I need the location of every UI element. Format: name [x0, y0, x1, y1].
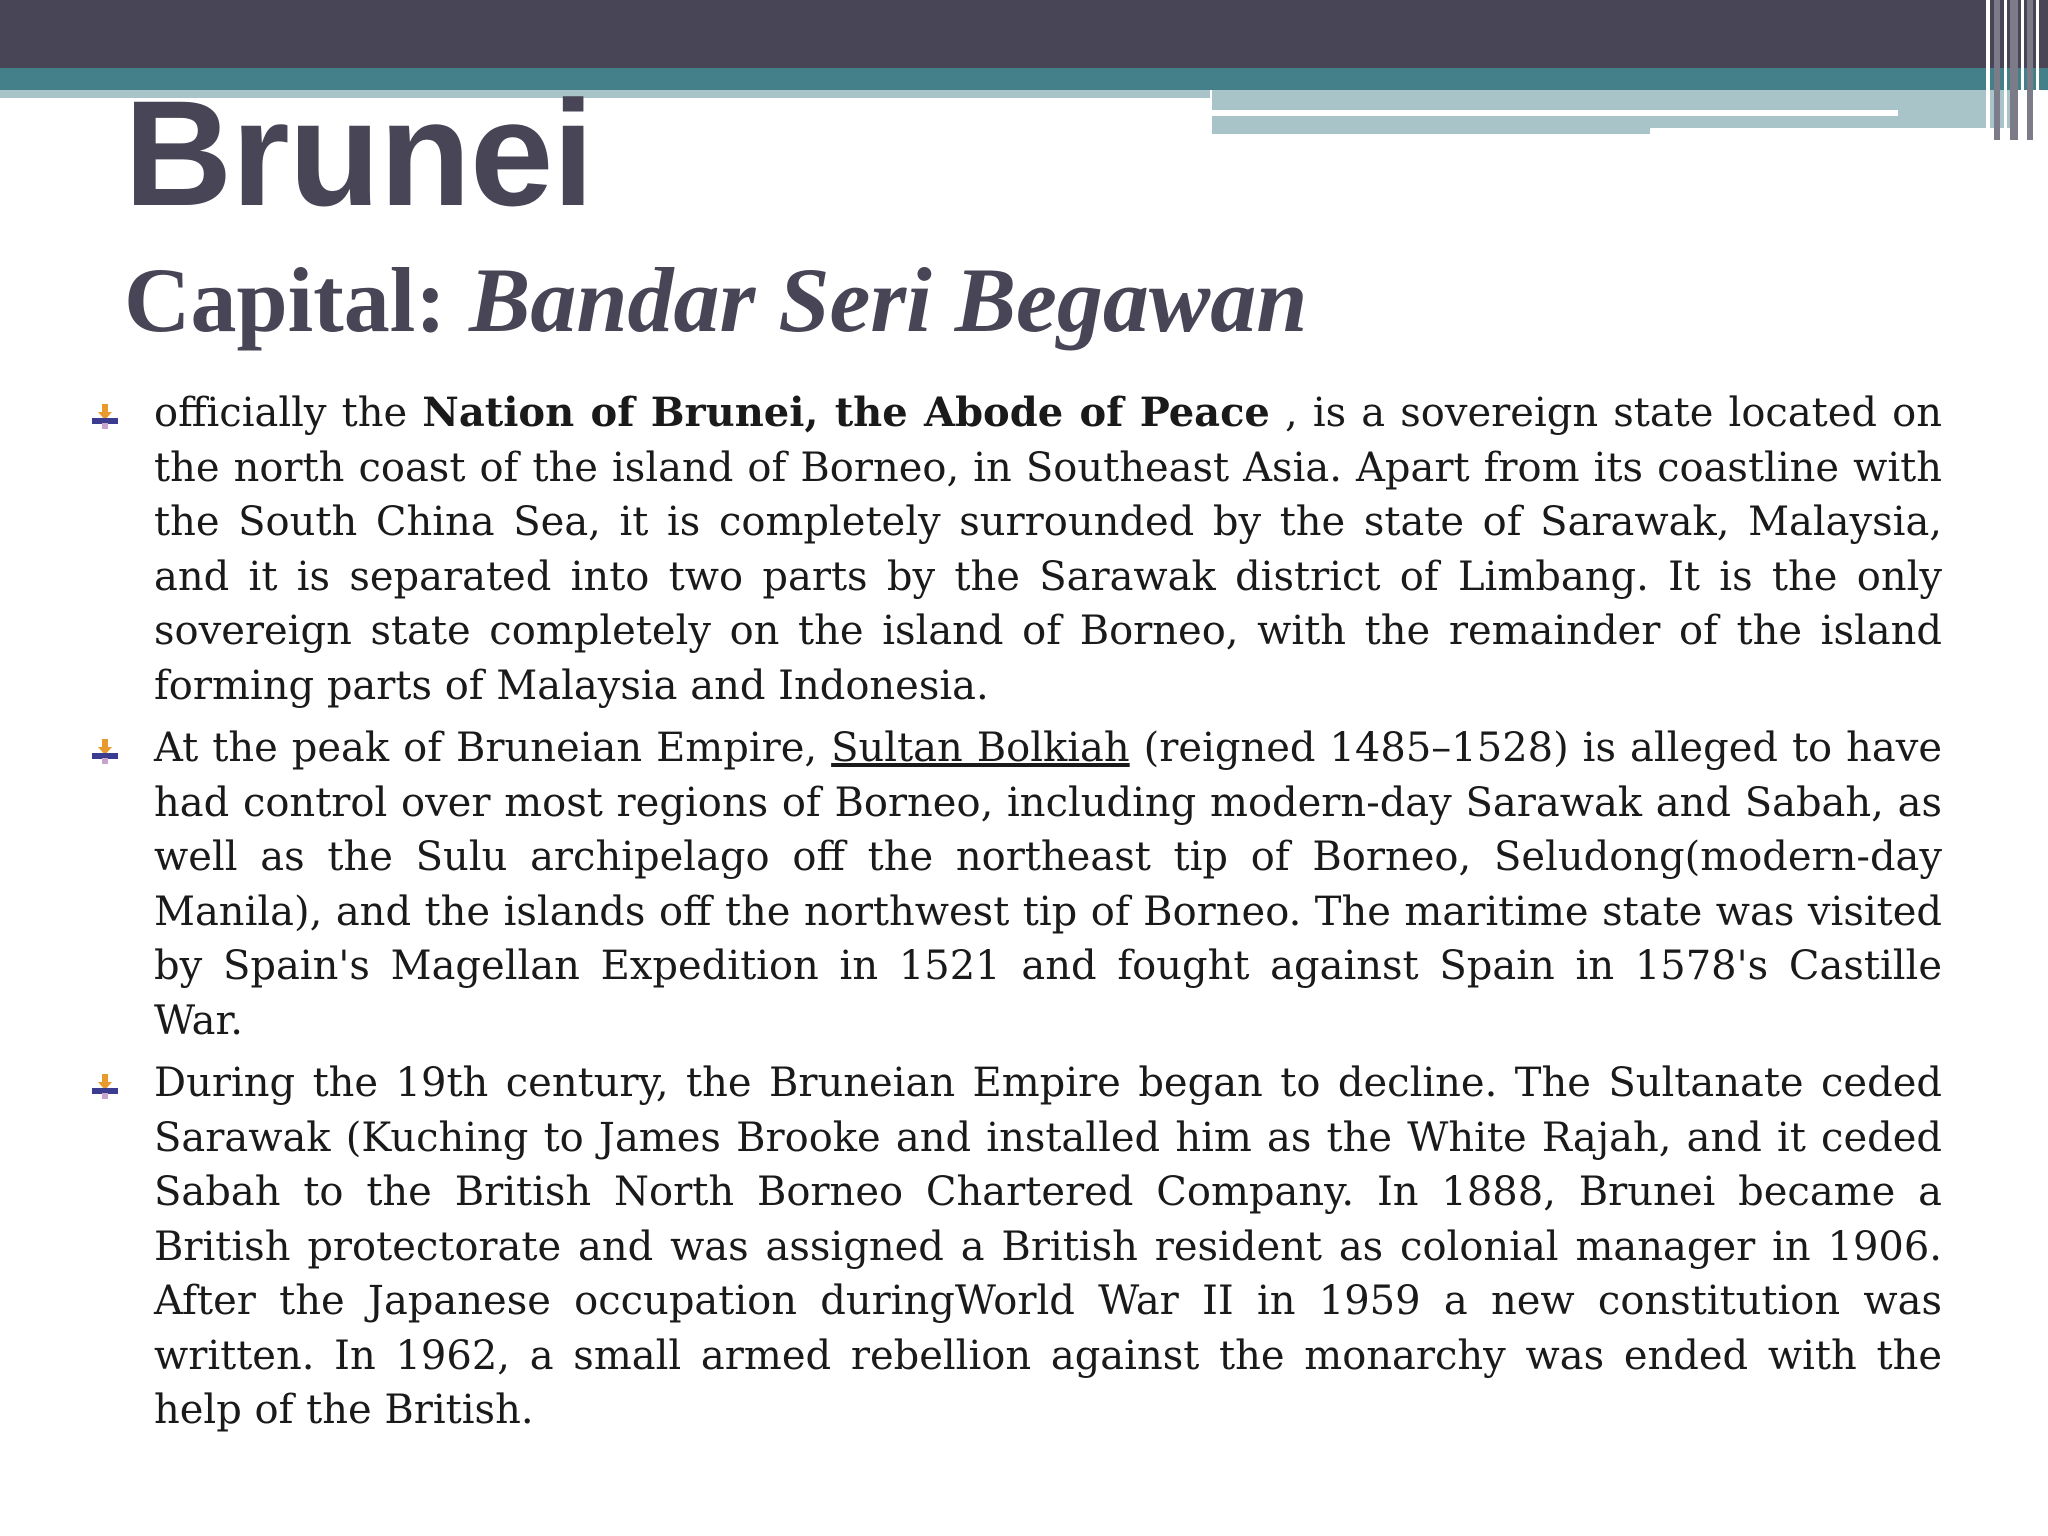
capital-label: Capital:	[124, 249, 446, 351]
header-edge-stripe	[2004, 0, 2007, 140]
bullet-item	[84, 386, 1942, 713]
header-dark-band	[0, 0, 2048, 68]
header-edge-stripe	[2027, 0, 2033, 140]
header-right-line-lower	[1650, 128, 2010, 140]
slide-body	[84, 386, 1942, 1446]
official-name: Nation of Brunei, the Abode of Peace	[422, 389, 1270, 436]
header-edge-stripe	[1986, 0, 1990, 140]
capital-value: Bandar Seri Begawan	[469, 249, 1308, 351]
bullet-text: , is a sovereign state located on the north coast of the island of Borneo, in Southeast Asia. Apart from its coastline with the South China Sea, it is completely surrounded by the state of Sarawak, Malaysia, and it is separated into two parts by the Sarawak district of Limbang. It is the only sovereign state completely on the island of Borneo, with the remainder of the island forming parts of Malaysia and Indonesia.	[154, 390, 1942, 709]
plus-arrow-bullet-icon	[90, 1071, 120, 1101]
header-edge-stripe	[2010, 0, 2018, 140]
sultan-bolkiah-link[interactable]: Sultan Bolkiah	[831, 725, 1130, 771]
slide-subtitle	[124, 250, 1307, 351]
header-edge-stripe	[1994, 0, 2000, 140]
bullet-item	[84, 1056, 1942, 1438]
bullet-item	[84, 721, 1942, 1048]
header-right-line	[1212, 110, 1898, 116]
bullet-text: officially the	[154, 390, 423, 436]
bullet-text: At the peak of Bruneian Empire,	[154, 725, 832, 771]
bullet-text: (reigned 1485–1528) is alleged to have had control over most regions of Borneo, including modern-day Sarawak and Sabah, as well as the Sulu archipelago off the northeast tip of Borneo, Seludong(modern-day Manila), and the islands off the northwest tip of Borneo. The maritime state was visited by Spain's Magellan Expedition in 1521 and fought against Spain in 1578's Castille War.	[154, 725, 1943, 1044]
plus-arrow-bullet-icon	[90, 401, 120, 431]
plus-arrow-bullet-icon	[90, 736, 120, 766]
bullet-text: During the 19th century, the Bruneian Empire began to decline. The Sultanate ceded Sarawak (Kuching to James Brooke and installed him as the White Rajah, and it ceded Sabah to the British North Borneo Chartered Company. In 1888, Brunei became a British protectorate and was assigned a British resident as colonial manager in 1906. After the Japanese occupation duringWorld War II in 1959 a new constitution was written. In 1962, a small armed rebellion against the monarchy was ended with the help of the British.	[154, 1060, 1942, 1433]
header-edge-stripe	[2021, 0, 2024, 140]
slide-title: Brunei	[124, 69, 594, 237]
header-edge-stripe	[2036, 0, 2039, 140]
